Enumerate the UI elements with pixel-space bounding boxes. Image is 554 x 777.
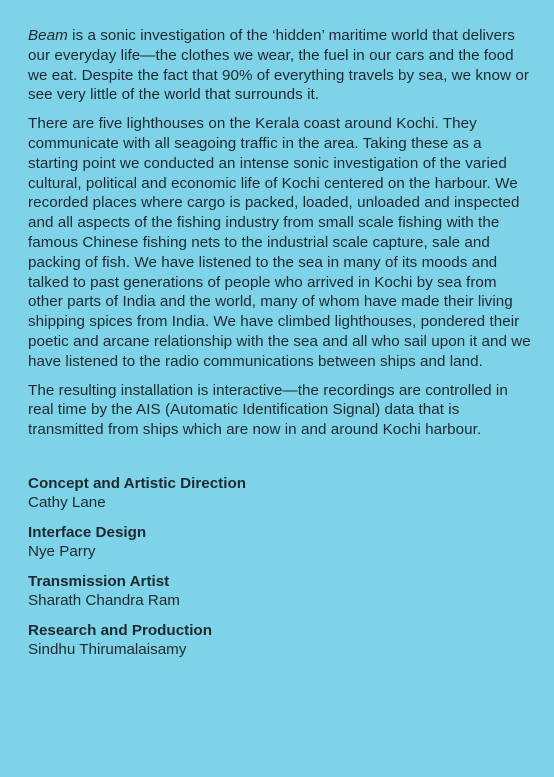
credits-list — [28, 474, 534, 660]
credit-item — [28, 474, 534, 513]
project-title: Beam — [28, 27, 68, 44]
credit-role: Concept and Artistic Direction — [28, 474, 246, 492]
credit-name: Sindhu Thirumalaisamy — [28, 641, 187, 659]
credit-item — [28, 621, 534, 660]
credit-name: Nye Parry — [28, 543, 96, 561]
credit-role: Research and Production — [28, 621, 212, 639]
credit-role: Transmission Artist — [28, 572, 170, 590]
body-paragraph-lighthouses: There are five lighthouses on the Kerala coast around Kochi. They communicate with all seagoing traffic in the area. Taking these as a starting point we conducted an intense sonic investigation of the varied cultural, political and economic life of Kochi centered on the harbour. We recorded places where cargo is packed, loaded, unloaded and inspected and all aspects of the fishing industry from small scale fishing with the famous Chinese fishing nets to the industrial scale capture, sale and packing of fish. We have listened to the sea in many of its moods and talked to past generations of people who arrived in Kochi by sea from other parts of India and the world, many of whom have made their living shipping spices from India. We have climbed lighthouses, pondered their poetic and arcane relationship with the sea and all who sail upon it and we have listened to the radio communications between ships and land. — [28, 115, 531, 370]
intro-text: is a sonic investigation of the ‘hidden’ maritime world that delivers our everyday life—the clothes we wear, the fuel in our cars and the food we eat. Despite the fact that 90% of everything travels by sea, we know or see very little of the world that surrounds it. — [28, 27, 529, 104]
intro-paragraph — [28, 26, 534, 105]
credit-role: Interface Design — [28, 523, 147, 541]
credit-item — [28, 523, 534, 562]
credit-name: Cathy Lane — [28, 494, 106, 512]
body-paragraph-installation: The resulting installation is interactive—the recordings are controlled in real time by the AIS (Automatic Identification Signal) data that is transmitted from ships which are now in and around Kochi harbour. — [28, 381, 508, 439]
credit-item — [28, 572, 534, 611]
credit-name: Sharath Chandra Ram — [28, 592, 180, 610]
